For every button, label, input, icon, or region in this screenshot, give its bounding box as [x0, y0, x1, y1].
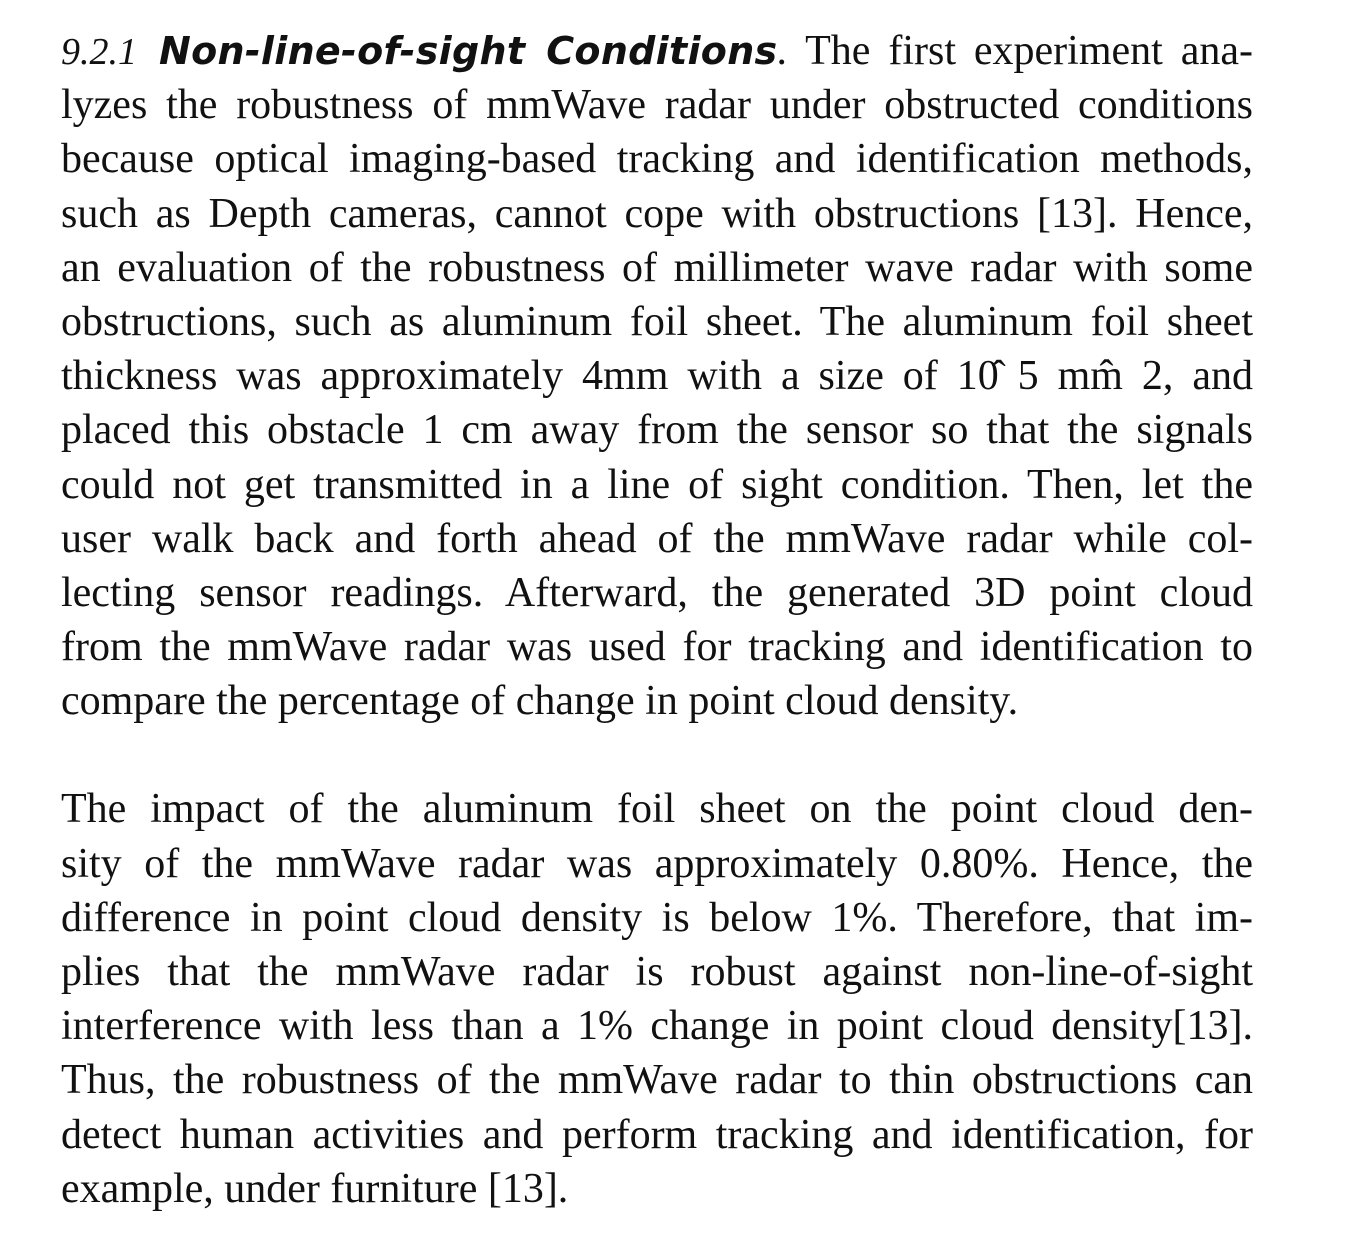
paragraph-1-line: thickness was approximately 4mm with a size of 10̂ 5 mm̂ 2, and — [61, 353, 1253, 400]
paragraph-2-line: plies that the mmWave radar is robust against non-line-of-sight — [61, 949, 1253, 995]
document-page — [61, 24, 1253, 1216]
paragraph-1-line: from the mmWave radar was used for tracking and identification to — [61, 624, 1253, 671]
paragraph-2-line: detect human activities and perform tracking and identification, for — [61, 1111, 1253, 1158]
section-number: 9.2.1 — [61, 31, 137, 73]
paragraph-2-line: difference in point cloud density is below 1%. Therefore, that im- — [61, 894, 1253, 941]
paragraph-gap — [61, 728, 1253, 782]
paragraph-2-line: The impact of the aluminum foil sheet on the point cloud den- — [61, 786, 1253, 833]
paragraph-1-line: such as Depth cameras, cannot cope with obstructions [13]. Hence, — [61, 190, 1253, 237]
section-heading-line — [61, 24, 1253, 78]
paragraph-1-line: obstructions, such as aluminum foil sheet. The aluminum foil sheet — [61, 298, 1253, 345]
paragraph-2-line: interference with less than a 1% change in point cloud density[13]. — [61, 1003, 1253, 1050]
section-title: Non-line-of-sight Conditions — [159, 29, 778, 73]
paragraph-1-line: could not get transmitted in a line of sight condition. Then, let the — [61, 461, 1253, 508]
paragraph-1-line: lyzes the robustness of mmWave radar under obstructed conditions — [61, 82, 1253, 129]
paragraph-1-line: because optical imaging-based tracking and identification methods, — [61, 136, 1253, 183]
paragraph-1-line: placed this obstacle 1 cm away from the sensor so that the signals — [61, 407, 1253, 454]
paragraph-1-line: user walk back and forth ahead of the mmWave radar while col- — [61, 515, 1253, 562]
paragraph-1-line: an evaluation of the robustness of millimeter wave radar with some — [61, 244, 1253, 291]
paragraph-2 — [61, 782, 1253, 1216]
paragraph-1-first-line-text: The first experiment ana- — [805, 28, 1253, 74]
paragraph-1 — [61, 78, 1253, 728]
paragraph-2-line: sity of the mmWave radar was approximately 0.80%. Hence, the — [61, 840, 1253, 887]
section-title-period: . — [777, 28, 788, 74]
paragraph-2-line: example, under furniture [13]. — [61, 1165, 569, 1212]
paragraph-2-line: Thus, the robustness of the mmWave radar to thin obstructions can — [61, 1057, 1253, 1104]
paragraph-1-line: compare the percentage of change in point cloud density. — [61, 678, 1019, 725]
paragraph-1-line: lecting sensor readings. Afterward, the generated 3D point cloud — [61, 569, 1253, 616]
